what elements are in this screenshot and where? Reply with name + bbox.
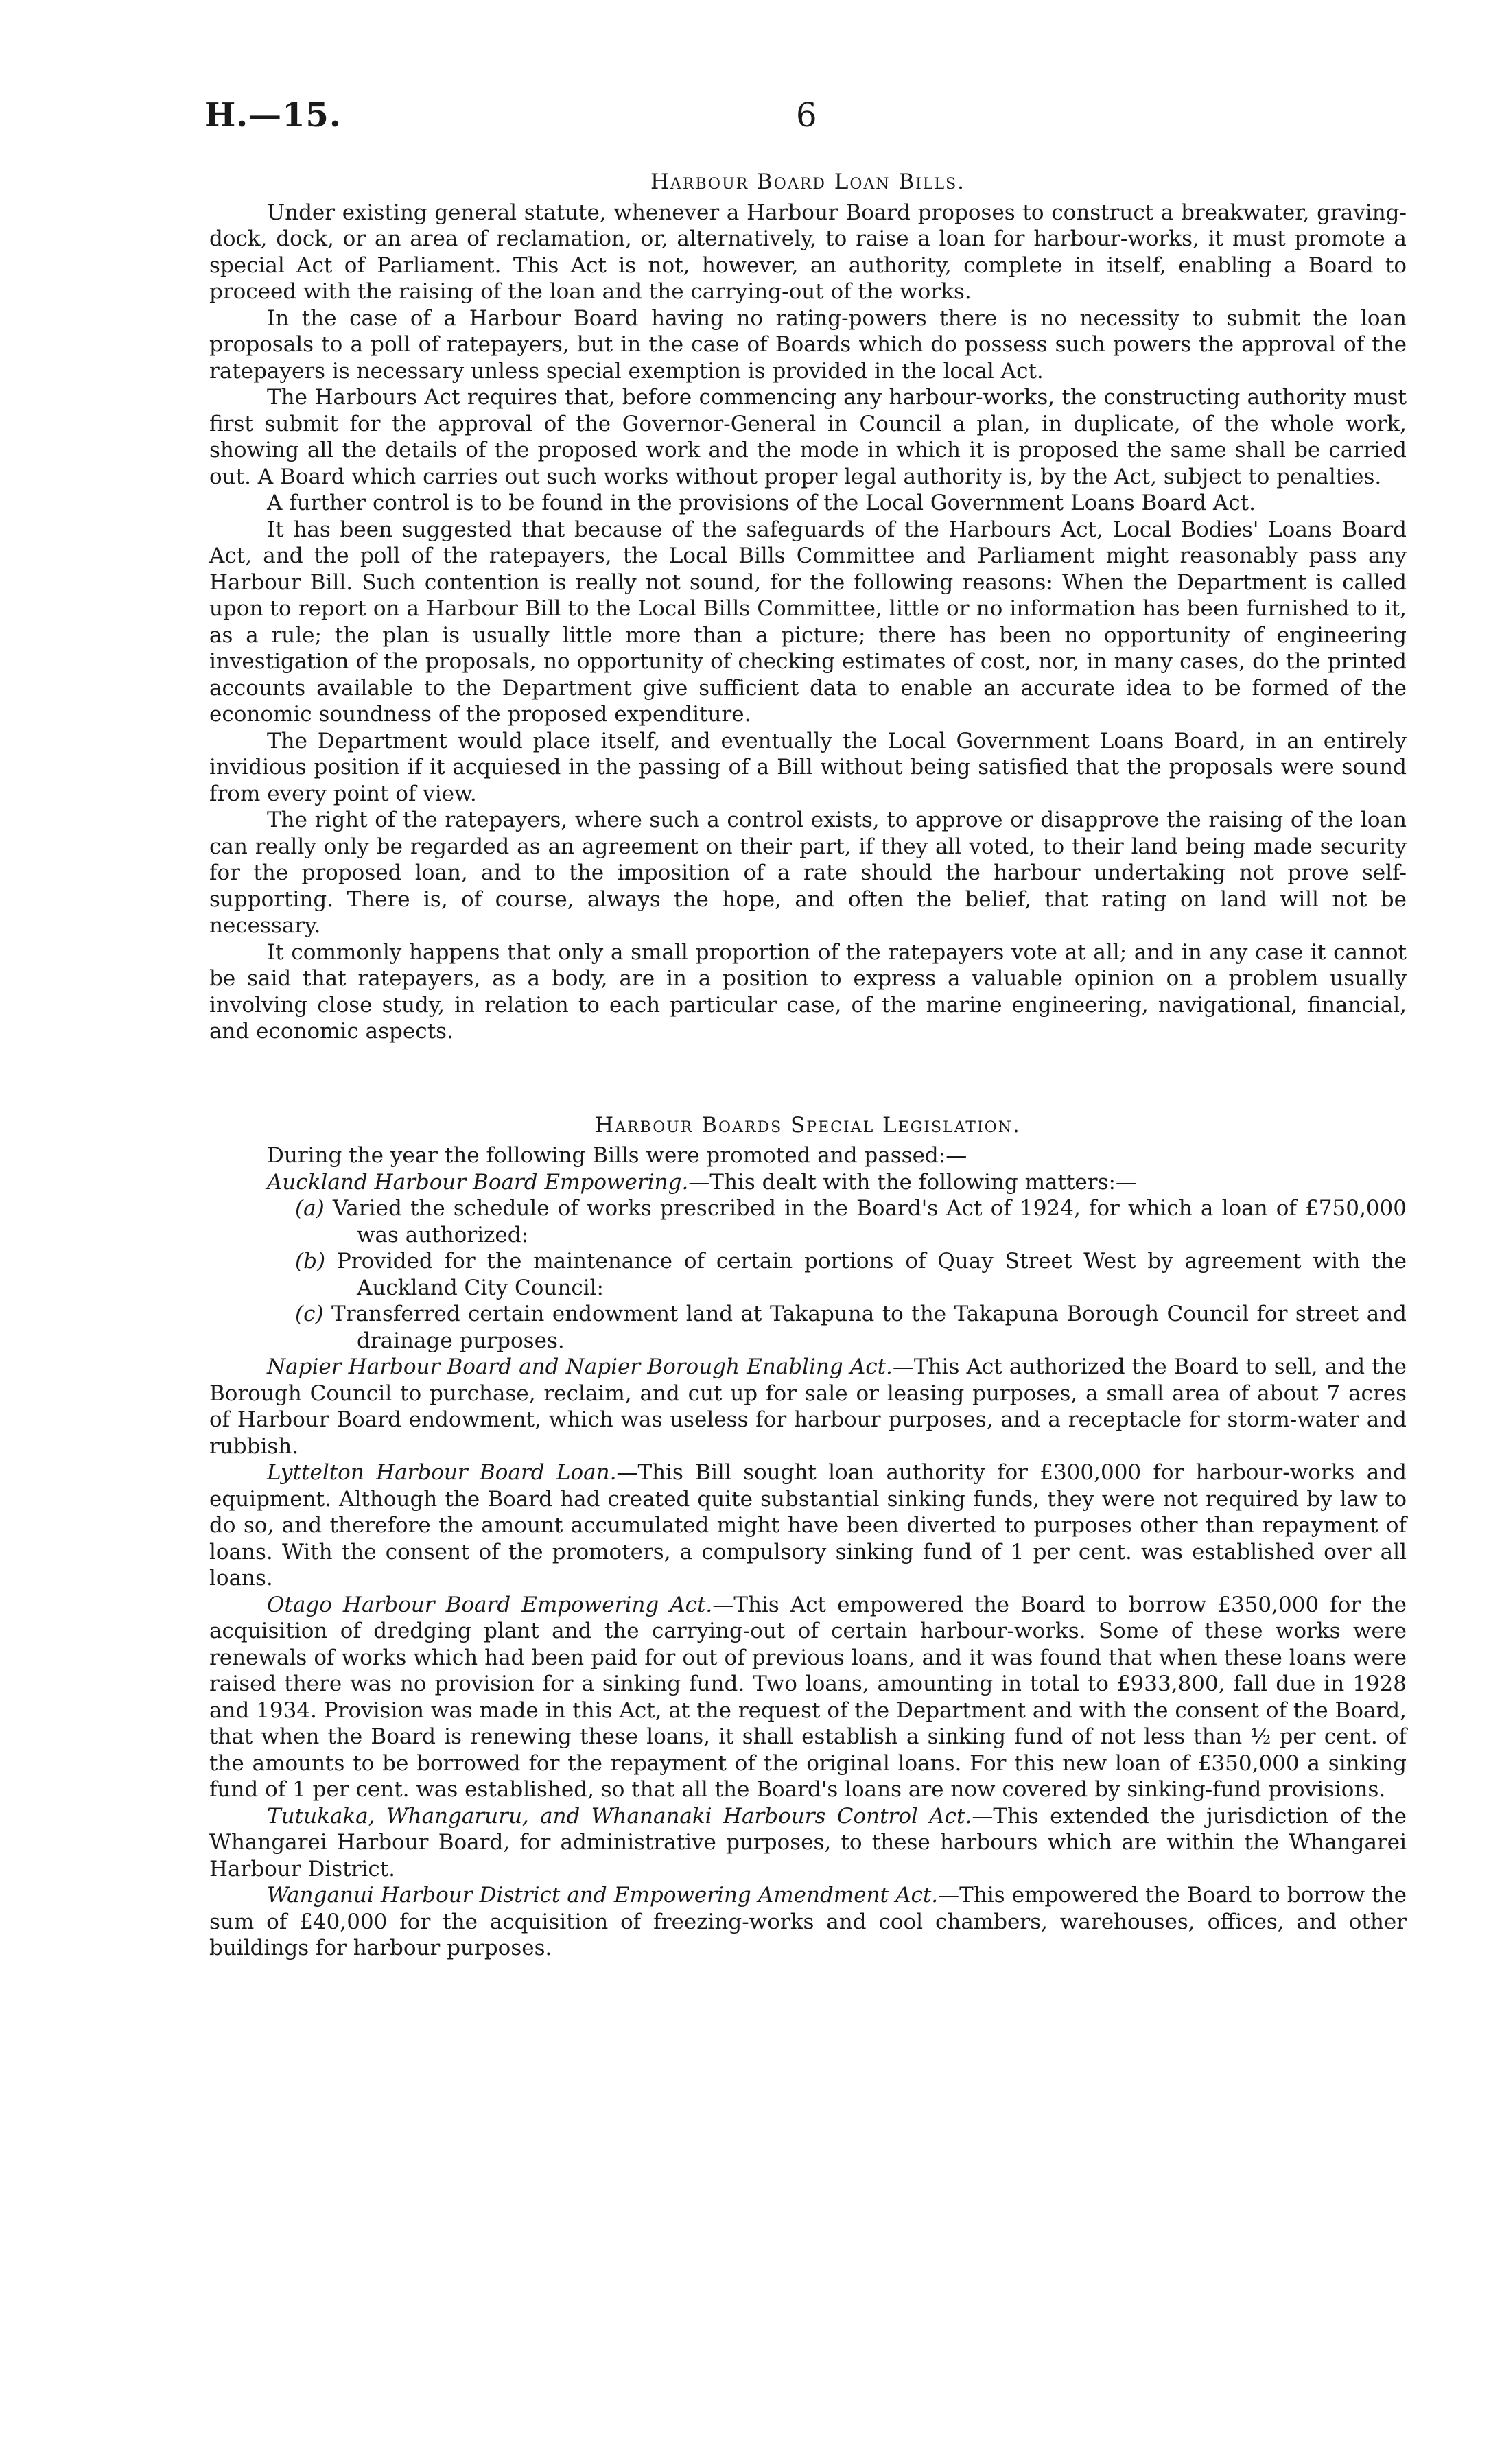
bill-napier [209,1354,1407,1459]
paragraph: In the case of a Harbour Board having no rating-powers there is no necessity to submit the loan proposals to a poll of ratepayers, but in the case of Boards which do possess such powers the approval of the ratepayers is necessary unless special exemption is provided in the local Act. [209,305,1407,384]
section-title-loan-bills: Harbour Board Loan Bills. [650,169,966,194]
bill-text: —This Act authorized the Board to sell, and the Borough Council to purchase, reclaim, and cut up for sale or leasing purposes, a small area of about 7 acres of Harbour Board endowment, which was useless for harbour purposes, and a receptacle for storm-water and rubbish. [209,1354,1407,1459]
bill-text: —This dealt with the following matters:— [688,1169,1137,1195]
bill-auckland [209,1169,1407,1196]
paragraph: The right of the ratepayers, where such a control exists, to approve or disapprove the raising of the loan can really only be regarded as an agreement on their part, if they all voted, to their land being made security for the proposed loan, and to the imposition of a rate should the harbour undertaking not prove self-supporting. There is, of course, always the hope, and often the belief, that rating on land will not be necessary. [209,808,1407,938]
list-item [209,1195,1407,1248]
item-label: (b) [295,1249,326,1274]
bill-title: Auckland Harbour Board Empowering. [267,1169,689,1195]
bill-title: Lyttelton Harbour Board Loan. [267,1460,617,1485]
bill-lyttelton [209,1459,1407,1592]
page-number: 6 [796,96,817,134]
item-text: Provided for the maintenance of certain portions of Quay Street West by agreement with the Auckland City Council: [336,1249,1407,1300]
document-body [209,169,1407,1962]
item-text: Transferred certain endowment land at Takapuna to the Takapuna Borough Council for street and drainage purposes. [331,1302,1407,1353]
bill-title: Tutukaka, Whangaruru, and Whananaki Harbours Control Act. [267,1803,972,1829]
bill-tutukaka [209,1803,1407,1883]
bill-title: Napier Harbour Board and Napier Borough Enabling Act. [267,1354,893,1379]
item-text: Varied the schedule of works prescribed in the Board's Act of 1924, for which a loan of £750,000 was authorized: [332,1196,1407,1247]
bill-wanganui [209,1882,1407,1962]
paragraph: It commonly happens that only a small proportion of the ratepayers vote at all; and in any case it cannot be said that ratepayers, as a body, are in a position to express a valuable opinion on a problem usually involving close study, in relation to each particular case, of the marine engineering, navigational, financial, and economic aspects. [209,939,1407,1044]
paragraph: A further control is to be found in the provisions of the Local Government Loans Board Act. [267,491,1256,515]
bill-text: —This empowered the Board to borrow the sum of £40,000 for the acquisition of freezing-works and cool chambers, warehouses, offices, and other buildings for harbour purposes. [209,1883,1407,1960]
bill-text: —This Bill sought loan authority for £300,000 for harbour-works and equipment. Although the Board had created quite substantial sinking funds, they were not required by law to do so, and therefore the amount accumulated might have been diverted to purposes other than repayment of loans. With the consent of the promoters, a compulsory sinking fund of 1 per cent. was established over all loans. [209,1460,1407,1591]
section-title-special-legislation: Harbour Boards Special Legislation. [595,1112,1021,1138]
paragraph-intro: During the year the following Bills were promoted and passed:— [267,1143,967,1168]
bill-text: —This extended the jurisdiction of the Whangarei Harbour Board, for administrative purposes, to these harbours which are within the Whangarei Harbour District. [209,1803,1407,1881]
list-item [209,1301,1407,1354]
bill-otago [209,1592,1407,1803]
paragraph: The Harbours Act requires that, before commencing any harbour-works, the constructing authority must first submit for the approval of the Governor-General in Council a plan, in duplicate, of the whole work, showing all the details of the proposed work and the mode in which it is proposed the same shall be carried out. A Board which carries out such works without proper legal authority is, by the Act, subject to penalties. [209,385,1407,489]
item-label: (a) [295,1196,325,1221]
paragraph: Under existing general statute, whenever a Harbour Board proposes to construct a breakwater, graving-dock, dock, or an area of reclamation, or, alternatively, to raise a loan for harbour-works, it must promote a special Act of Parliament. This Act is not, however, an authority, complete in itself, enabling a Board to proceed with the raising of the loan and the carrying-out of the works. [209,200,1407,304]
paragraph: It has been suggested that because of the safeguards of the Harbours Act, Local Bodies' Loans Board Act, and the poll of the ratepayers, the Local Bills Committee and Parliament might reasonably pass any Harbour Bill. Such contention is really not sound, for the following reasons: When the Department is called upon to report on a Harbour Bill to the Local Bills Committee, little or no information has been furnished to it, as a rule; the plan is usually little more than a picture; there has been no opportunity of engineering investigation of the proposals, no opportunity of checking estimates of cost, nor, in many cases, do the printed accounts available to the Department give sufficient data to enable an accurate idea to be formed of the economic soundness of the proposed expenditure. [209,517,1407,727]
list-item [209,1248,1407,1301]
bill-title: Otago Harbour Board Empowering Act. [267,1592,713,1617]
item-label: (c) [295,1302,324,1326]
bill-text: —This Act empowered the Board to borrow £350,000 for the acquisition of dredging plant and the carrying-out of certain harbour-works. Some of these works were renewals of works which had been paid for out of previous loans, and it was found that when these loans were raised there was no provision for a sinking fund. Two loans, amounting in total to £933,800, fall due in 1928 and 1934. Provision was made in this Act, at the request of the Department and with the consent of the Board, that when the Board is renewing these loans, it shall establish a sinking fund of not less than ½ per cent. of the amounts to be borrowed for the repayment of the original loans. For this new loan of £350,000 a sinking fund of 1 per cent. was established, so that all the Board's loans are now covered by sinking-fund provisions. [209,1592,1407,1802]
page-header [0,96,1491,158]
document-reference: H.—15. [204,96,342,134]
bill-title: Wanganui Harbour District and Empowering Amendment Act. [267,1883,939,1908]
paragraph: The Department would place itself, and eventually the Local Government Loans Board, in an entirely invidious position if it acquiesed in the passing of a Bill without being satisfied that the proposals were sound from every point of view. [209,728,1407,806]
